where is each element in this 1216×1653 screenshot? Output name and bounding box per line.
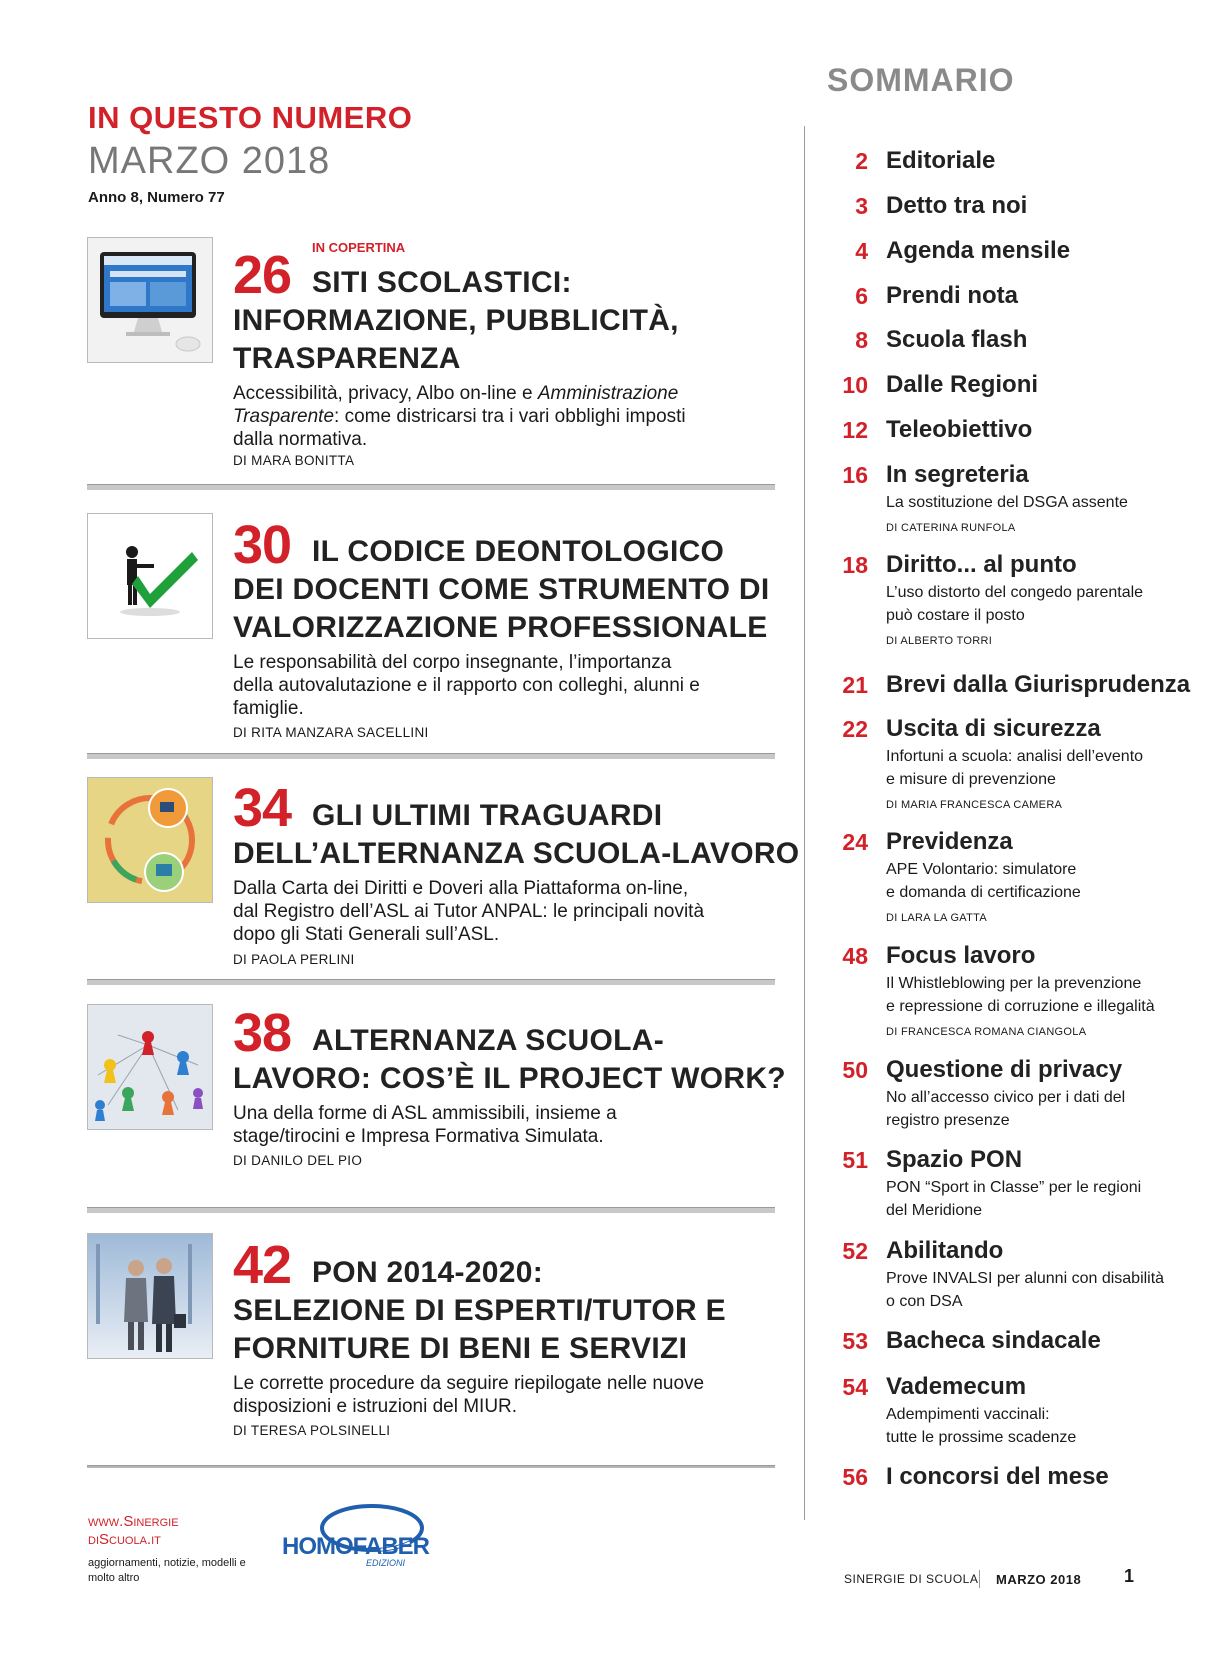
toc-page-number[interactable]: 52 <box>842 1238 868 1264</box>
article-title-line[interactable]: LAVORO: COS’È IL PROJECT WORK? <box>233 1062 786 1095</box>
page-number: 1 <box>1124 1566 1135 1586</box>
column-divider <box>804 126 805 1520</box>
article-title-line[interactable]: SITI SCOLASTICI: <box>312 266 572 299</box>
toc-page-number[interactable]: 56 <box>842 1464 868 1490</box>
toc-item-subtitle: Adempimenti vaccinali: <box>886 1406 1050 1423</box>
toc-item-author: DI LARA LA GATTA <box>886 912 987 924</box>
article-title-line[interactable]: GLI ULTIMI TRAGUARDI <box>312 799 663 832</box>
article-author: DI PAOLA PERLINI <box>233 952 355 967</box>
article-description: famiglie. <box>233 698 304 719</box>
checkmark-icon <box>88 514 212 638</box>
article-thumbnail-cycle[interactable] <box>87 777 213 903</box>
toc-item-subtitle: e domanda di certificazione <box>886 884 1081 901</box>
toc-item-title[interactable]: Bacheca sindacale <box>886 1327 1101 1354</box>
toc-page-number[interactable]: 4 <box>855 238 868 264</box>
article-thumbnail-network[interactable] <box>87 1004 213 1130</box>
toc-item-author: DI ALBERTO TORRI <box>886 635 993 647</box>
toc-page-number[interactable]: 12 <box>842 417 868 443</box>
website-link[interactable]: www.Sinergie diScuola.it <box>88 1513 179 1548</box>
article-page-number[interactable]: 30 <box>233 515 292 575</box>
toc-item-subtitle: La sostituzione del DSGA assente <box>886 494 1128 511</box>
toc-item-subtitle: può costare il posto <box>886 607 1025 624</box>
workflow-cycle-icon <box>88 778 212 902</box>
article-title-line[interactable]: INFORMAZIONE, PUBBLICITÀ, <box>233 304 679 337</box>
toc-item-title[interactable]: Scuola flash <box>886 326 1028 353</box>
cover-tag: IN COPERTINA <box>312 240 406 255</box>
article-divider <box>87 979 775 985</box>
toc-item-subtitle: del Meridione <box>886 1202 983 1219</box>
article-description: Dalla Carta dei Diritti e Doveri alla Piattaforma on-line, <box>233 878 689 899</box>
article-title-line[interactable]: SELEZIONE DI ESPERTI/TUTOR E <box>233 1294 726 1327</box>
issue-month: MARZO 2018 <box>88 140 331 182</box>
article-author: DI DANILO DEL PIO <box>233 1153 363 1168</box>
toc-page-number[interactable]: 51 <box>842 1147 868 1173</box>
article-divider <box>87 484 775 490</box>
toc-item-title[interactable]: Spazio PON <box>886 1146 1023 1173</box>
toc-item-title[interactable]: Brevi dalla Giurisprudenza <box>886 671 1191 698</box>
article-description: Le corrette procedure da seguire riepilogate nelle nuove <box>233 1373 705 1394</box>
article-divider <box>87 753 775 759</box>
toc-item-title[interactable]: Uscita di sicurezza <box>886 715 1101 742</box>
toc-page-number[interactable]: 54 <box>842 1374 868 1400</box>
business-people-icon <box>88 1234 212 1358</box>
toc-item-title[interactable]: Prendi nota <box>886 282 1019 309</box>
toc-item-subtitle: APE Volontario: simulatore <box>886 861 1077 878</box>
article-divider <box>87 1465 775 1468</box>
article-title-line[interactable]: DELL’ALTERNANZA SCUOLA-LAVORO <box>233 837 800 870</box>
article-description: Le responsabilità del corpo insegnante, l’importanza <box>233 652 672 673</box>
toc-item-subtitle: e repressione di corruzione e illegalità <box>886 998 1155 1015</box>
article-thumbnail-checkmark[interactable] <box>87 513 213 639</box>
computer-monitor-icon <box>88 238 212 362</box>
toc-item-subtitle: L’uso distorto del congedo parentale <box>886 584 1144 601</box>
article-author: DI TERESA POLSINELLI <box>233 1423 391 1438</box>
section-kicker: IN QUESTO NUMERO <box>88 100 413 135</box>
footer-magazine: SINERGIE DI SCUOLA <box>844 1572 979 1586</box>
article-page-number[interactable]: 34 <box>233 778 292 838</box>
network-pawns-icon <box>88 1005 212 1129</box>
toc-item-subtitle: registro presenze <box>886 1112 1010 1129</box>
article-description: dal Registro dell’ASL ai Tutor ANPAL: le principali novità <box>233 901 705 922</box>
toc-item-subtitle: No all’accesso civico per i dati del <box>886 1089 1126 1106</box>
publisher-logo[interactable] <box>282 1498 430 1568</box>
toc-page-number[interactable]: 21 <box>842 672 868 698</box>
logo-wordmark: HOMOFABER <box>282 1533 429 1560</box>
toc-page-number[interactable]: 8 <box>855 327 868 353</box>
article-page-number[interactable]: 26 <box>233 245 292 305</box>
article-divider <box>87 1207 775 1213</box>
toc-item-subtitle: e misure di prevenzione <box>886 771 1056 788</box>
article-author: DI RITA MANZARA SACELLINI <box>233 725 429 740</box>
article-description: disposizioni e istruzioni del MIUR. <box>233 1396 518 1417</box>
toc-item-title[interactable]: Detto tra noi <box>886 192 1028 219</box>
article-title-line[interactable]: ALTERNANZA SCUOLA- <box>312 1024 665 1057</box>
article-description: dopo gli Stati Generali sull’ASL. <box>233 924 500 945</box>
toc-item-title[interactable]: I concorsi del mese <box>886 1463 1109 1490</box>
logo-sub: EDIZIONI <box>366 1558 406 1568</box>
toc-item-title[interactable]: Teleobiettivo <box>886 416 1033 443</box>
article-title-line[interactable]: TRASPARENZA <box>233 342 461 375</box>
article-title-line[interactable]: FORNITURE DI BENI E SERVIZI <box>233 1332 688 1365</box>
article-description: stage/tirocini e Impresa Formativa Simulata. <box>233 1126 604 1147</box>
article-description: della autovalutazione e il rapporto con colleghi, alunni e <box>233 675 700 696</box>
toc-page-number[interactable]: 48 <box>842 943 868 969</box>
toc-item-subtitle: PON “Sport in Classe” per le regioni <box>886 1179 1142 1196</box>
toc-page-number[interactable]: 6 <box>855 283 868 309</box>
toc-item-title[interactable]: In segreteria <box>886 461 1029 488</box>
toc-item-title[interactable]: Focus lavoro <box>886 942 1036 969</box>
toc-page-number[interactable]: 3 <box>855 193 868 219</box>
toc-item-title[interactable]: Abilitando <box>886 1237 1004 1264</box>
toc-item-title[interactable]: Agenda mensile <box>886 237 1071 264</box>
toc-page-number[interactable]: 16 <box>842 462 868 488</box>
footer-month: MARZO 2018 <box>996 1572 1082 1587</box>
toc-item-subtitle: Infortuni a scuola: analisi dell’evento <box>886 748 1144 765</box>
toc-page-number[interactable]: 50 <box>842 1057 868 1083</box>
article-title-line[interactable]: PON 2014-2020: <box>312 1256 544 1289</box>
article-page-number[interactable]: 38 <box>233 1003 292 1063</box>
article-thumbnail-website[interactable] <box>87 237 213 363</box>
toc-page-number[interactable]: 2 <box>855 148 868 174</box>
toc-item-title[interactable]: Dalle Regioni <box>886 371 1039 398</box>
toc-page-number[interactable]: 18 <box>842 552 868 578</box>
toc-title: SOMMARIO <box>827 62 1015 98</box>
article-thumbnail-business[interactable] <box>87 1233 213 1359</box>
footer-separator <box>979 1570 980 1588</box>
toc-item-title[interactable]: Vademecum <box>886 1373 1027 1400</box>
toc-item-subtitle: tutte le prossime scadenze <box>886 1429 1077 1446</box>
toc-item-subtitle: o con DSA <box>886 1293 963 1310</box>
article-author: DI MARA BONITTA <box>233 453 355 468</box>
toc-item-author: DI FRANCESCA ROMANA CIANGOLA <box>886 1026 1087 1038</box>
article-title-line[interactable]: IL CODICE DEONTOLOGICO <box>312 535 725 568</box>
toc-item-author: DI CATERINA RUNFOLA <box>886 522 1016 534</box>
issue-number: Anno 8, Numero 77 <box>88 189 225 206</box>
toc-page-number[interactable]: 24 <box>842 829 868 855</box>
toc-page-number[interactable]: 53 <box>842 1328 868 1354</box>
toc-item-author: DI MARIA FRANCESCA CAMERA <box>886 799 1063 811</box>
article-title-line[interactable]: DEI DOCENTI COME STRUMENTO DI <box>233 573 770 606</box>
toc-item-subtitle: Il Whistleblowing per la prevenzione <box>886 975 1142 992</box>
toc-item-title[interactable]: Questione di privacy <box>886 1056 1123 1083</box>
toc-page-number[interactable]: 22 <box>842 716 868 742</box>
article-description: Accessibilità, privacy, Albo on-line e Amministrazione Trasparente: come districarsi tra i vari obblighi imposti dalla normativa. <box>233 383 686 450</box>
toc-item-title[interactable]: Diritto... al punto <box>886 551 1077 578</box>
toc-item-subtitle: Prove INVALSI per alunni con disabilità <box>886 1270 1165 1287</box>
toc-item-title[interactable]: Editoriale <box>886 147 996 174</box>
toc-item-title[interactable]: Previdenza <box>886 828 1013 855</box>
article-page-number[interactable]: 42 <box>233 1235 292 1295</box>
article-description: Una della forme di ASL ammissibili, insieme a <box>233 1103 617 1124</box>
toc-page-number[interactable]: 10 <box>842 372 868 398</box>
website-tagline: aggiornamenti, notizie, modelli e molto altro <box>88 1557 246 1584</box>
article-title-line[interactable]: VALORIZZAZIONE PROFESSIONALE <box>233 611 768 644</box>
